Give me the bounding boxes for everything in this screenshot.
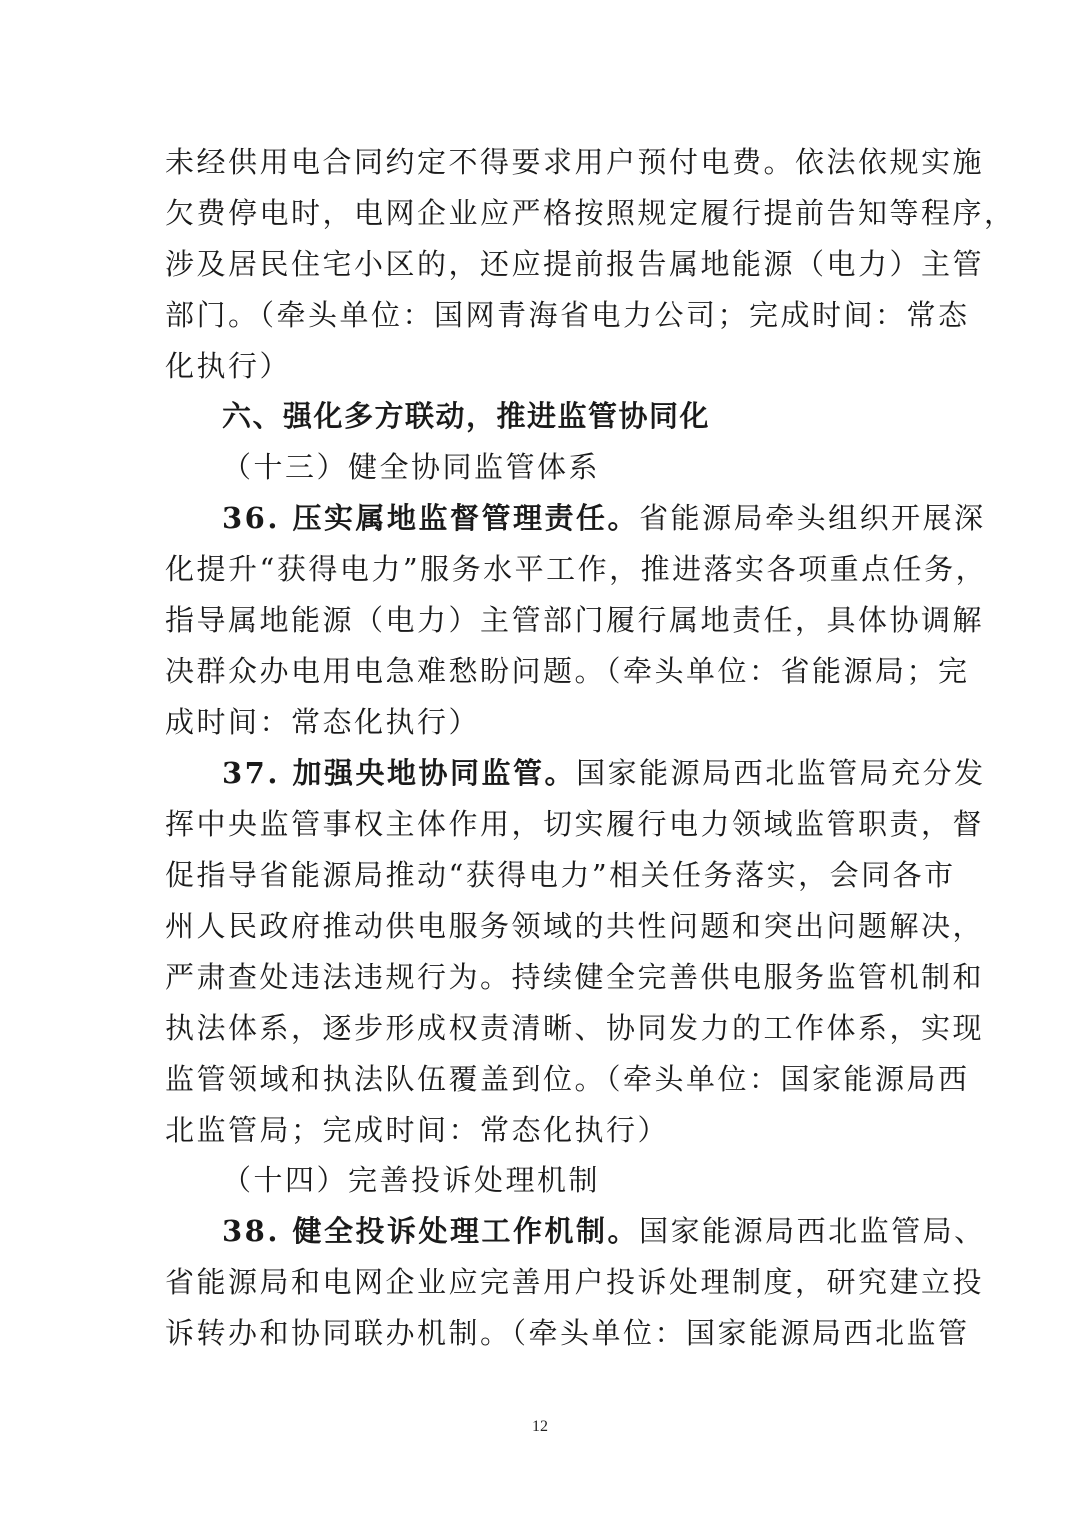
body-line: 成时间：常态化执行） bbox=[165, 705, 481, 739]
body-line: 严肃查处违法违规行为。持续健全完善供电服务监管机制和 bbox=[165, 960, 985, 994]
item-38-text: 国家能源局西北监管局、 bbox=[639, 1214, 986, 1248]
body-line: 北监管局；完成时间：常态化执行） bbox=[165, 1113, 670, 1147]
body-line: 涉及居民住宅小区的，还应提前报告属地能源（电力）主管 bbox=[165, 247, 985, 281]
section-heading: 六、强化多方联动，推进监管协同化 bbox=[222, 399, 711, 433]
body-line: 部门。（牵头单位：国网青海省电力公司；完成时间：常态 bbox=[165, 298, 970, 332]
subsection-heading: （十四）完善投诉处理机制 bbox=[222, 1163, 601, 1197]
item-38-line bbox=[222, 1206, 986, 1256]
item-38-title: 38. 健全投诉处理工作机制。 bbox=[222, 1214, 640, 1248]
body-line: 挥中央监管事权主体作用，切实履行电力领域监管职责，督 bbox=[165, 807, 985, 841]
body-line: 诉转办和协同联办机制。（牵头单位：国家能源局西北监管 bbox=[165, 1316, 970, 1350]
item-36-line bbox=[222, 493, 986, 543]
body-line: 化提升“获得电力”服务水平工作，推进落实各项重点任务， bbox=[165, 552, 988, 586]
item-37-title: 37. 加强央地协同监管。 bbox=[222, 756, 577, 790]
body-line: 化执行） bbox=[165, 349, 292, 383]
item-36-title: 36. 压实属地监督管理责任。 bbox=[222, 501, 640, 535]
subsection-heading: （十三）健全协同监管体系 bbox=[222, 450, 601, 484]
item-37-line bbox=[222, 748, 986, 798]
body-line: 省能源局和电网企业应完善用户投诉处理制度，研究建立投 bbox=[165, 1265, 985, 1299]
body-line: 州人民政府推动供电服务领域的共性问题和突出问题解决， bbox=[165, 909, 985, 943]
body-line: 监管领域和执法队伍覆盖到位。（牵头单位：国家能源局西 bbox=[165, 1062, 970, 1096]
body-line: 促指导省能源局推动“获得电力”相关任务落实，会同各市 bbox=[165, 858, 956, 892]
body-line: 决群众办电用电急难愁盼问题。（牵头单位：省能源局；完 bbox=[165, 654, 970, 688]
body-line: 执法体系，逐步形成权责清晰、协同发力的工作体系，实现 bbox=[165, 1011, 985, 1045]
body-line: 未经供用电合同约定不得要求用户预付电费。依法依规实施 bbox=[165, 145, 985, 179]
body-line: 指导属地能源（电力）主管部门履行属地责任，具体协调解 bbox=[165, 603, 985, 637]
item-37-text: 国家能源局西北监管局充分发 bbox=[576, 756, 986, 790]
body-line: 欠费停电时，电网企业应严格按照规定履行提前告知等程序， bbox=[165, 196, 1016, 230]
item-36-text: 省能源局牵头组织开展深 bbox=[639, 501, 986, 535]
page-number: 12 bbox=[532, 1418, 548, 1435]
